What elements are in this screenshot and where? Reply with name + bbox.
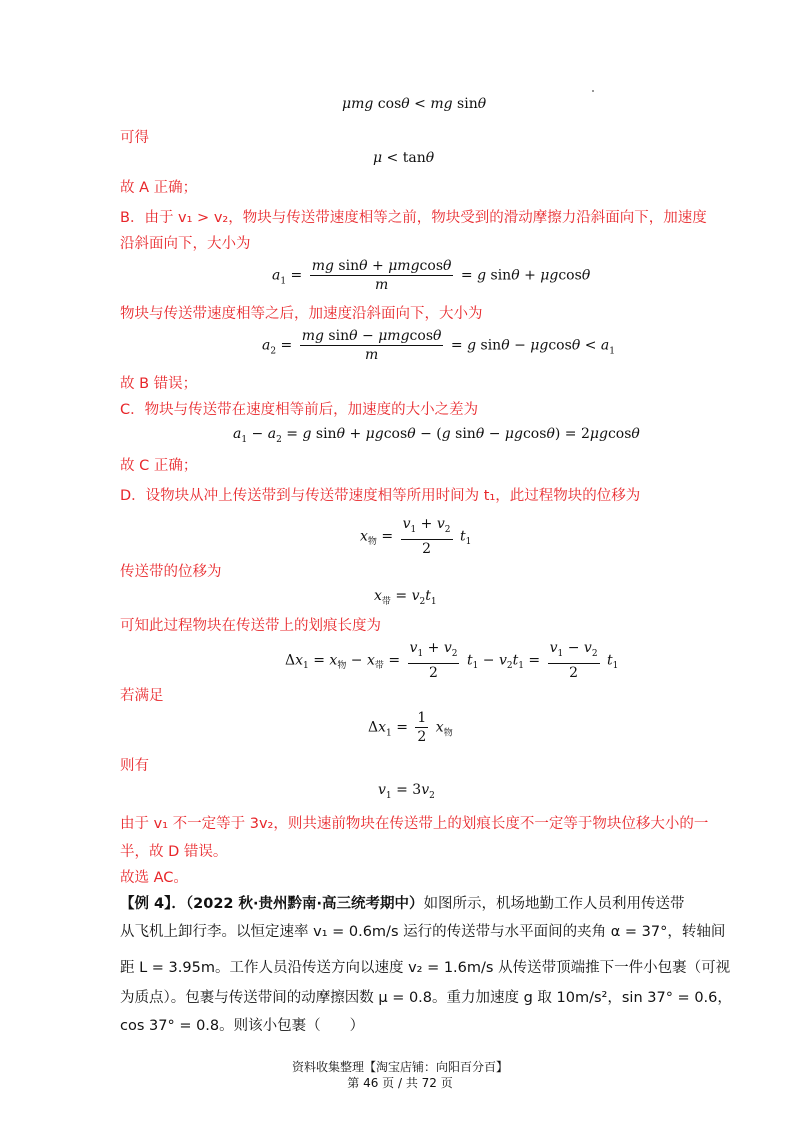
example-line-2: 从飞机上卸行李。以恒定速率 v₁ = 0.6m/s 运行的传送带与水平面间的夹角 α = 37°，转轴间 (120, 924, 726, 940)
example-text-1: 如图所示，机场地勤工作人员利用传送带 (423, 896, 685, 912)
example-line-4: 为质点）。包裹与传送带间的动摩擦因数 μ = 0.8。重力加速度 g 取 10m/s²，sin 37° = 0.6， (120, 990, 732, 1006)
eq-friction-inequality: μmg cosθ < mg sinθ (342, 96, 487, 112)
text-answer: 故选 AC。 (120, 870, 188, 886)
text-option-b-1: B．由于 v₁ > v₂，物块与传送带速度相等之前，物块受到的滑动摩擦力沿斜面向下，加速度 (120, 210, 707, 226)
text-belt-displacement: 传送带的位移为 (120, 564, 222, 580)
text-if-satisfied: 若满足 (120, 688, 164, 704)
example-line-1 (120, 894, 685, 914)
text-scratch-length: 可知此过程物块在传送带上的划痕长度为 (120, 618, 381, 634)
text-kede: 可得 (120, 130, 149, 146)
text-option-d-2: 由于 v₁ 不一定等于 3v₂，则共速前物块在传送带上的划痕长度不一定等于物块位移大小的一 (120, 816, 709, 832)
eq-a1: $a_1$ = $\frac{\text{mg sinθ + μmgcosθ}}{m}$ = g sinθ + μgcosθ (272, 258, 591, 293)
text-after-equal-speed: 物块与传送带速度相等之后，加速度沿斜面向下，大小为 (120, 306, 483, 322)
text-conclusion-a: 故 A 正确； (120, 180, 198, 196)
text-option-d-3: 半，故 D 错误。 (120, 844, 228, 860)
eq-block-displacement: $x_物$ = $\frac{v_1 + v_2}{2}$ $t_1$ (360, 516, 472, 557)
example-line-5: cos 37° = 0.8。则该小包裹（ ） (120, 1018, 365, 1034)
eq-accel-difference: $a_1 - a_2 = g$ sinθ + μgcosθ − (g sinθ − μgcosθ) = 2μgcosθ (233, 426, 640, 445)
example-line-3: 距 L = 3.95m。工作人员沿传送方向以速度 v₂ = 1.6m/s 从传送带顶端推下一件小包裹（可视 (120, 960, 731, 976)
stray-dot (592, 90, 594, 92)
text-then: 则有 (120, 758, 149, 774)
eq-v1-3v2: $v_1 = 3v_2$ (378, 782, 435, 801)
text-conclusion-b: 故 B 错误； (120, 376, 198, 392)
eq-scratch-length: $\Delta x_1 = x_物 - x_带$ = $\frac{v_1 + v_2}{2}$ $t_1 - v_2t_1$ = $\frac{v_1 - v_2}{2}$ $t_1$ (285, 640, 619, 681)
footer-page-number: 第 46 页 / 共 72 页 (347, 1076, 453, 1090)
example-tag: 【例 4】．（2022 秋·贵州黔南·高三统考期中） (120, 896, 424, 912)
text-option-b-2: 沿斜面向下，大小为 (120, 236, 251, 252)
text-conclusion-c: 故 C 正确； (120, 458, 198, 474)
text-option-c: C．物块与传送带在速度相等前后，加速度的大小之差为 (120, 402, 479, 418)
text-option-d-1: D．设物块从冲上传送带到与传送带速度相等所用时间为 t₁，此过程物块的位移为 (120, 488, 641, 504)
eq-belt-displacement: $x_带 = v_2t_1$ (374, 588, 437, 607)
eq-mu-tan: μ < tanθ (373, 150, 435, 166)
eq-half-displacement: $\Delta x_1$ = $\frac{1}{2}$ $x_物$ (368, 710, 453, 745)
footer-source: 资料收集整理【淘宝店铺：向阳百分百】 (291, 1060, 508, 1074)
eq-a2: $a_2$ = $\frac{\text{mg sinθ − μmgcosθ}}{m}$ = g $\sin\theta - \mu gcos\theta < a_1$ (262, 328, 615, 363)
